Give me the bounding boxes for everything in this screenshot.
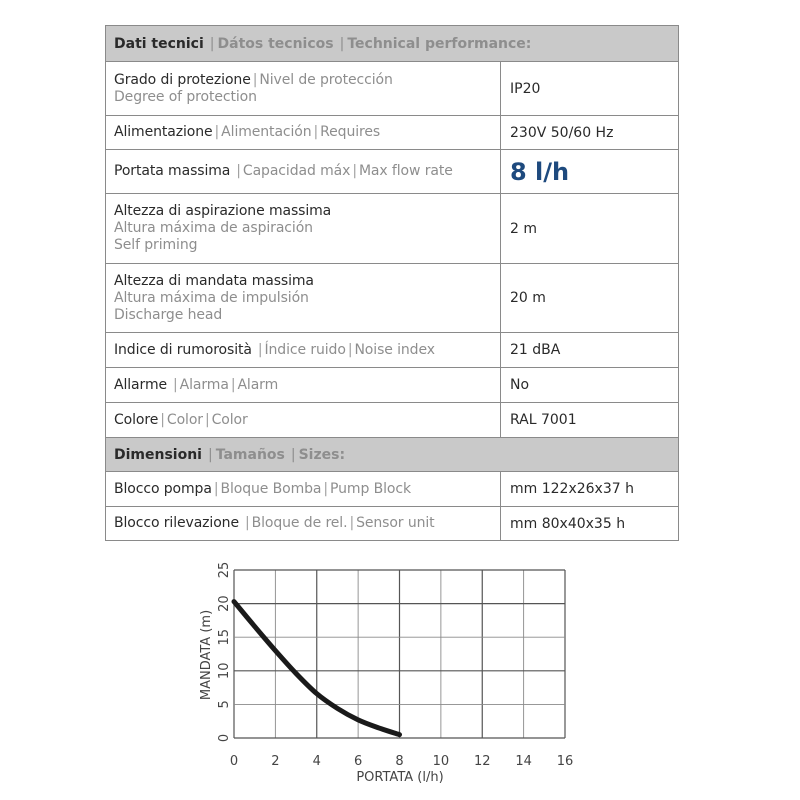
y-tick-label: 25 [217,561,232,579]
separator: | [313,124,319,140]
label-en: Max flow rate [358,163,453,179]
label-it: Grado di protezione [114,71,251,88]
label-it: Altezza di mandata massima [114,272,314,289]
separator: | [290,446,296,463]
separator: | [323,480,329,497]
x-tick-label: 16 [556,754,574,769]
y-tick-labels [217,562,232,742]
row-value: RAL 7001 [500,403,678,437]
x-tick-label: 4 [312,754,321,769]
row-value: 20 m [500,264,678,332]
section-title: Dati tecnici [114,35,204,52]
section-title-en: Technical performance: [347,35,532,52]
x-tick-labels [230,754,573,769]
row-value: mm 122x26x37 h [500,472,678,506]
separator: | [204,411,210,428]
label-en: Color [211,411,248,428]
x-tick-label: 0 [229,754,239,769]
label-it: Indice di rumorosità [114,341,252,358]
chart-grid [234,570,565,738]
x-tick-label: 8 [395,754,404,769]
section-title-es: Tamaños [215,446,285,463]
row-value: 230V 50/60 Hz [500,116,678,149]
label-it: Allarme [114,376,167,393]
label-it: Colore [114,411,159,428]
row-value: 21 dBA [500,333,678,367]
separator: | [339,35,345,52]
max-flow-value: 8 l/h [510,157,570,186]
y-tick-label: 20 [217,595,232,612]
section-title: Dimensioni [114,446,202,463]
separator: | [209,35,215,52]
label-en: Noise index [354,341,435,358]
y-tick-label: 10 [217,662,232,680]
x-tick-label: 2 [271,754,280,769]
label-it: Blocco rilevazione [114,515,239,531]
separator: | [213,480,219,497]
separator: | [208,446,213,463]
y-tick-label: 0 [217,733,232,743]
separator: | [160,411,165,428]
separator: | [257,341,263,358]
label-en: Degree of protection [114,88,257,105]
label-it: Portata massima [114,163,231,179]
x-tick-label: 14 [515,754,532,769]
label-en: Alarm [237,376,279,393]
label-en: Discharge head [114,306,223,323]
separator: | [349,515,355,531]
y-tick-label: 15 [217,628,232,646]
section-title-en: Sizes: [298,446,346,463]
x-axis-label: PORTATA (l/h) [356,770,444,785]
x-tick-label: 12 [473,754,491,769]
separator: | [244,515,250,531]
x-tick-label: 10 [432,754,450,769]
row-value: mm 80x40x35 h [500,507,678,540]
label-es: Altura máxima de aspiración [114,220,313,236]
label-es: Bloque Bomba [220,480,322,497]
label-es: Color [166,411,203,428]
label-it: Alimentazione [114,124,213,140]
label-es: Nivel de protección [259,71,393,88]
separator: | [352,163,357,179]
y-axis-label: MANDATA (m) [199,609,214,701]
label-es: Bloque de rel. [251,515,348,531]
y-tick-label: 5 [217,700,232,709]
label-en: Pump Block [330,480,411,497]
label-es: Índice ruido [264,341,346,358]
label-en: Requires [320,124,381,140]
label-es: Alimentación [221,124,312,140]
row-value: IP20 [500,62,678,115]
label-it: Altezza di aspirazione massima [114,203,332,219]
section-title-es: Dátos tecnicos [217,35,334,52]
separator: | [347,341,353,358]
label-en: Sensor unit [356,515,435,531]
separator: | [173,376,178,393]
separator: | [230,376,236,393]
label-es: Alarma [179,376,229,393]
label-es: Capacidad máx [242,163,351,179]
label-en: Self priming [114,237,198,253]
label-es: Altura máxima de impulsión [114,289,309,306]
separator: | [236,163,241,179]
row-value: No [500,368,678,402]
label-it: Blocco pompa [114,480,212,497]
separator: | [214,124,220,140]
separator: | [252,71,258,88]
x-tick-label: 6 [353,754,363,769]
row-value: 2 m [500,194,678,263]
